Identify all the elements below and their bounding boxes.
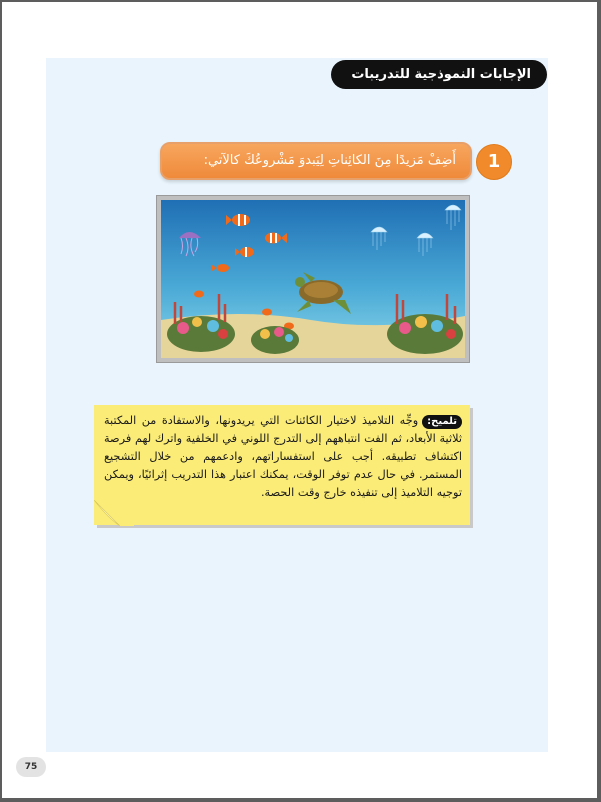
- aquarium-scene: [161, 200, 465, 358]
- coral-reef-icon: [251, 326, 299, 354]
- page-number: 75: [16, 757, 46, 777]
- note-curl-corner: [94, 500, 134, 528]
- aquarium-image-frame: [156, 195, 470, 363]
- exercise-number: 1: [476, 144, 512, 180]
- hint-body: وجِّه التلاميذ لاختيار الكائنات التي يريدونها، والاستفادة من المكتبة ثلاثية الأبعاد، ثم الفت انتباههم إلى التدرج اللوني في الخلفية واترك لهم فرصة اكتشاف تطبيقه. أجب على استفساراتهم، وادعمهم من خلال التشجيع المستمر. في حال عدم توفر الوقت، يمكنك اعتبار هذا التدريب إثرائيًا، ويمكن توجيه التلاميذ إلى تنفيذه خارج وقت الحصة.: [104, 414, 462, 499]
- section-title: الإجابات النموذجية للتدريبات: [331, 60, 547, 89]
- exercise-instruction: أَضِفْ مَزيدًا مِنَ الكائِناتِ لِيَبدوَ مَشْروعُكَ كالآتي:: [160, 142, 472, 180]
- hint-label: تلميح:: [422, 415, 462, 429]
- hint-text-block: [104, 412, 462, 502]
